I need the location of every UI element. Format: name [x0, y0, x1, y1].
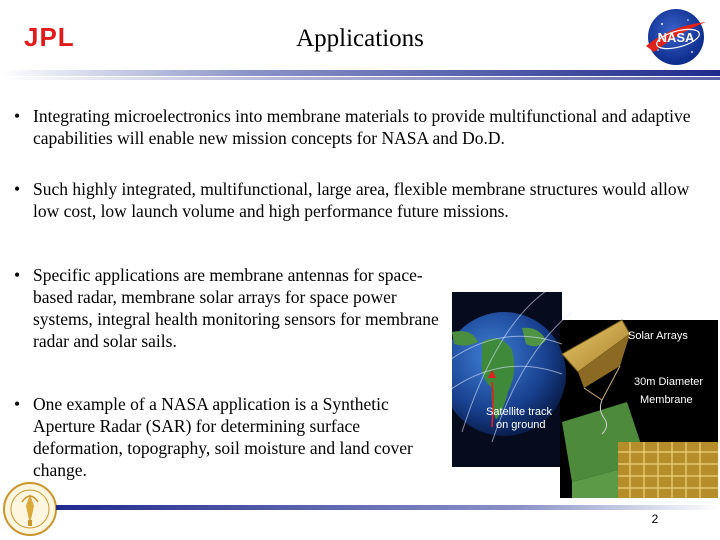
slide-title: Applications — [296, 25, 424, 52]
nasa-logo-text: NASA — [657, 30, 695, 45]
label-30m-diameter: 30m Diameter — [634, 376, 704, 388]
bullet-item-3 — [14, 264, 439, 352]
membrane-tiles — [618, 442, 718, 498]
nasa-logo — [640, 6, 712, 68]
footer-divider-bar — [56, 505, 720, 510]
bullet-text: Specific applications are membrane antennas for space-based radar, membrane solar arrays for space power systems, integral health monitoring sensors for membrane radar and solar sails. — [33, 265, 439, 351]
bullet-marker: • — [14, 106, 21, 126]
page-number: 2 — [651, 512, 659, 526]
caltech-seal-logo — [2, 480, 58, 538]
bullet-item-1 — [14, 105, 704, 149]
bullet-marker: • — [14, 394, 21, 414]
jpl-logo-text: JPL — [24, 24, 75, 50]
label-solar-arrays: Solar Arrays — [628, 330, 688, 342]
bullet-text: Integrating microelectronics into membrane materials to provide multifunctional and adaptive capabilities will enable new mission concepts for NASA and Do.D. — [33, 106, 691, 148]
sar-satellite-figure — [452, 292, 718, 498]
bullet-item-4 — [14, 393, 439, 481]
label-on-ground: on ground — [496, 419, 546, 431]
bullet-text: Such highly integrated, multifunctional, large area, flexible membrane structures would allow low cost, low launch volume and high performance future missions. — [33, 179, 690, 221]
bullet-text: One example of a NASA application is a Synthetic Aperture Radar (SAR) for determining surface deformation, topography, soil moisture and land cover change. — [33, 394, 413, 480]
label-satellite-track: Satellite track — [486, 406, 553, 418]
bullet-marker: • — [14, 179, 21, 199]
label-membrane: Membrane — [640, 394, 693, 406]
bullet-item-2 — [14, 178, 704, 222]
bullet-marker: • — [14, 265, 21, 285]
title-divider-bar — [0, 70, 720, 82]
